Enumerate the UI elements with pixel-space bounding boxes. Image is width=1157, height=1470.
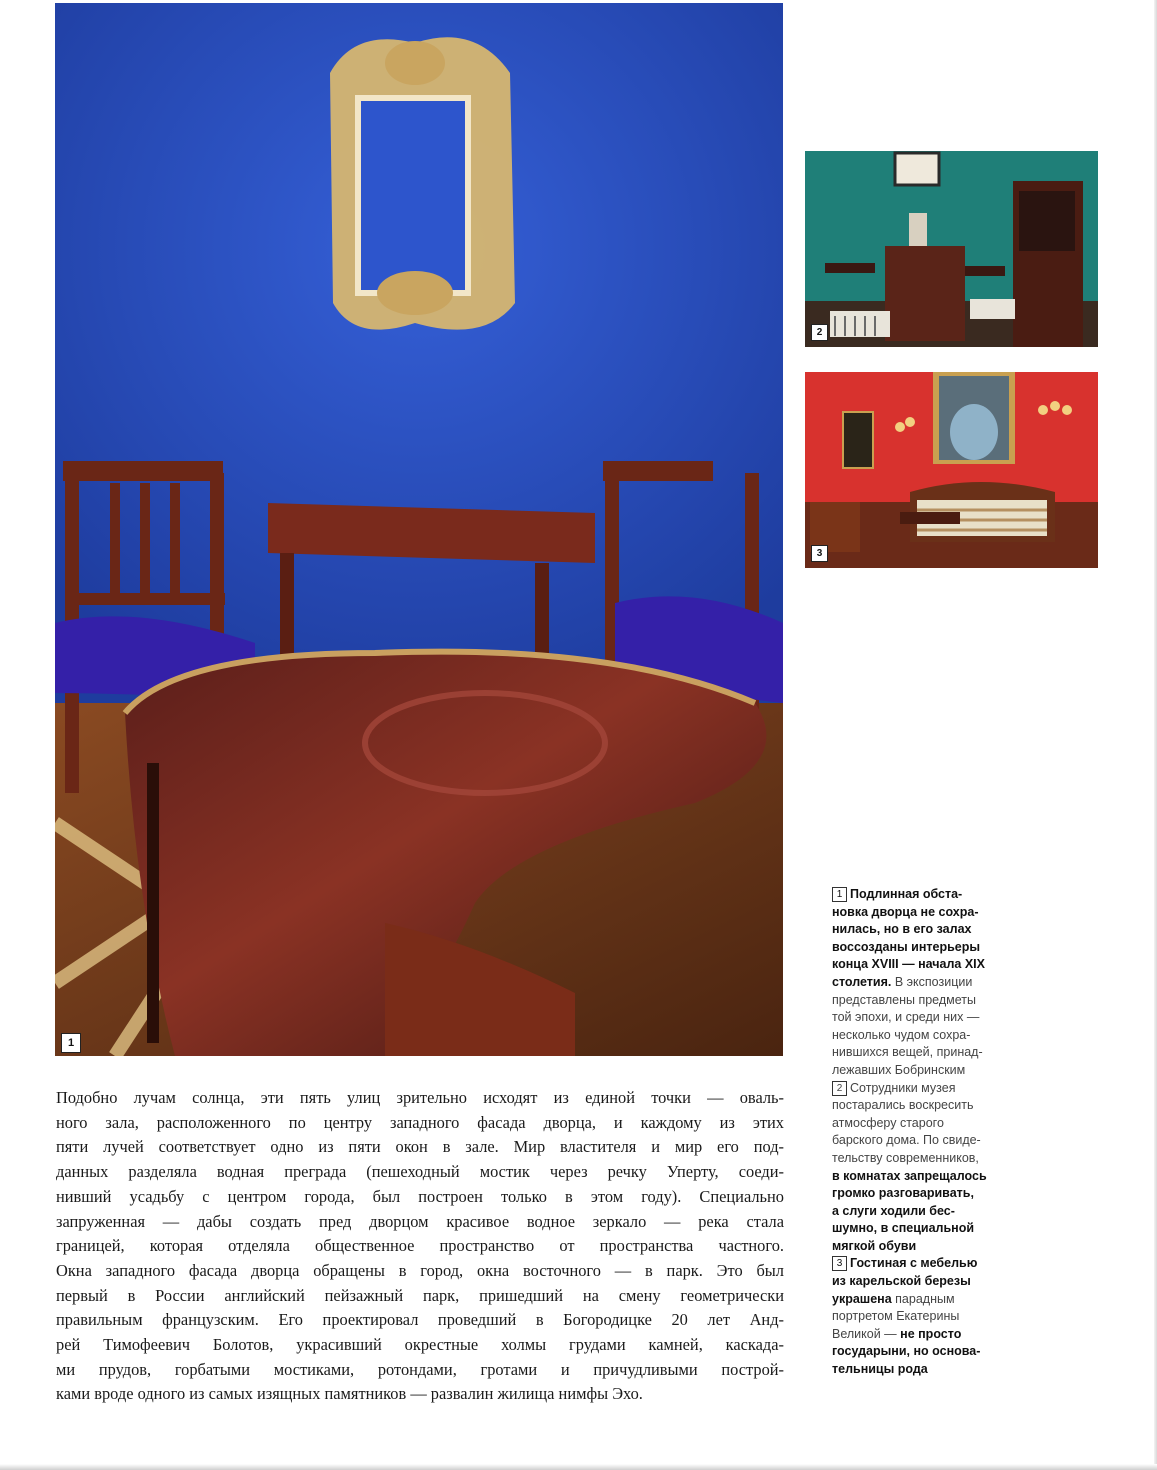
caption-3-line: тельницы рода <box>832 1362 928 1377</box>
body-line: запруженная — дабы создать пред дворцом красивое водное зеркало — река стала <box>56 1211 784 1231</box>
mantel-clock <box>909 213 927 246</box>
caption-2-line: мягкой обуви <box>832 1238 917 1253</box>
commode <box>885 246 965 341</box>
caption-1-line: лежавших Бобринским <box>832 1062 966 1077</box>
caption-1-line: воссозданы интерьеры <box>832 939 981 954</box>
body-line: правильным французским. Его проектировал проведший в Богородицке 20 лет Анд- <box>56 1310 784 1330</box>
caption-1-line: той эпохи, и среди них — <box>832 1010 980 1025</box>
photo-number-badge: 2 <box>811 324 828 341</box>
photo-captions <box>832 886 1010 1379</box>
body-line: ми прудов, горбатыми мостиками, ротондами, гротами и причудливыми построй- <box>56 1359 784 1379</box>
caption-1-line: несколько чудом сохра- <box>832 1027 971 1042</box>
photo-red-room <box>805 372 1098 568</box>
caption-1-line: нившихся вещей, принад- <box>832 1045 983 1060</box>
framed-picture <box>895 153 939 185</box>
small-portrait <box>843 412 873 468</box>
scan-edge-bottom <box>0 1464 1157 1470</box>
caption-2-line: а слуги ходили бес- <box>832 1203 955 1218</box>
body-line: данных разделяла водная преграда (пешеходный мостик через речку Уперту, соеди- <box>56 1162 784 1182</box>
body-line: границей, которая отделяла общественное пространство от пространства частного. <box>56 1236 784 1256</box>
body-line: пяти лучей соответствует одно из пяти окон в зале. Мир властителя и мир его под- <box>56 1137 784 1157</box>
body-line: ками вроде одного из самых изящных памятников — развалин жилища нимфы Эхо. <box>56 1384 643 1404</box>
caption-1-line: нилась, но в его залах <box>832 922 972 937</box>
caption-3-line: Великой — не просто <box>832 1326 962 1341</box>
caption-3-line: государыни, но основа- <box>832 1344 981 1359</box>
caption-1-line: конца XVIII — начала XIX <box>832 957 985 972</box>
body-line: нивший усадьбу с центром города, был построен только в этом году). Специально <box>56 1186 784 1206</box>
caption-3-line: портретом Екатерины <box>832 1309 960 1324</box>
caption-2-line: громко разговаривать, <box>832 1186 974 1201</box>
gilded-mirror <box>330 37 515 329</box>
caption-3-line: из карельской березы <box>832 1274 971 1289</box>
caption-1-line: столетия. В экспозиции <box>832 974 973 989</box>
body-line: ного зала, расположенного по центру западного фасада дворца, и каждому из этих <box>56 1112 784 1132</box>
photo-number-badge: 3 <box>811 545 828 562</box>
photo-green-room <box>805 151 1098 347</box>
blue-room-illustration <box>55 3 783 1056</box>
body-line: рей Тимофеевич Болотов, украсивший окрестные холмы грудами камней, каскада- <box>56 1335 784 1355</box>
caption-1-line: новка дворца не сохра- <box>832 904 979 919</box>
caption-2-line: постарались воскресить <box>832 1098 974 1113</box>
caption-3-line: украшена парадным <box>832 1291 955 1306</box>
caption-number: 2 <box>832 1081 847 1096</box>
caption-2-line: 2 Сотрудники музея <box>832 1080 1010 1098</box>
caption-2-line: атмосферу старого <box>832 1115 944 1130</box>
body-line: Подобно лучам солнца, эти пять улиц зрительно исходят из единой точки — оваль- <box>56 1088 784 1107</box>
green-room-illustration <box>805 151 1098 347</box>
caption-number: 1 <box>832 887 847 902</box>
article-body <box>56 1086 784 1407</box>
photo-number-badge: 1 <box>61 1033 81 1053</box>
caption-1-line: представлены предметы <box>832 992 976 1007</box>
caption-2-line: тельству современников, <box>832 1150 979 1165</box>
red-room-illustration <box>805 372 1098 568</box>
body-line: первый в России английский пейзажный парк, пришедший на смену геометрически <box>56 1285 784 1305</box>
side-table <box>900 512 960 524</box>
caption-number: 3 <box>832 1256 847 1271</box>
caption-3-line: 3 Гостиная с мебелью <box>832 1255 1010 1273</box>
caption-2-line: в комнатах запрещалось <box>832 1168 987 1183</box>
caption-2-line: шумно, в специальной <box>832 1221 975 1236</box>
body-line: Окна западного фасада дворца обращены в город, окна восточного — в парк. Это был <box>56 1260 784 1280</box>
photo-blue-room <box>55 3 783 1056</box>
caption-2-line: барского дома. По свиде- <box>832 1133 981 1148</box>
caption-1-line: 1 Подлинная обста- <box>832 886 1010 904</box>
